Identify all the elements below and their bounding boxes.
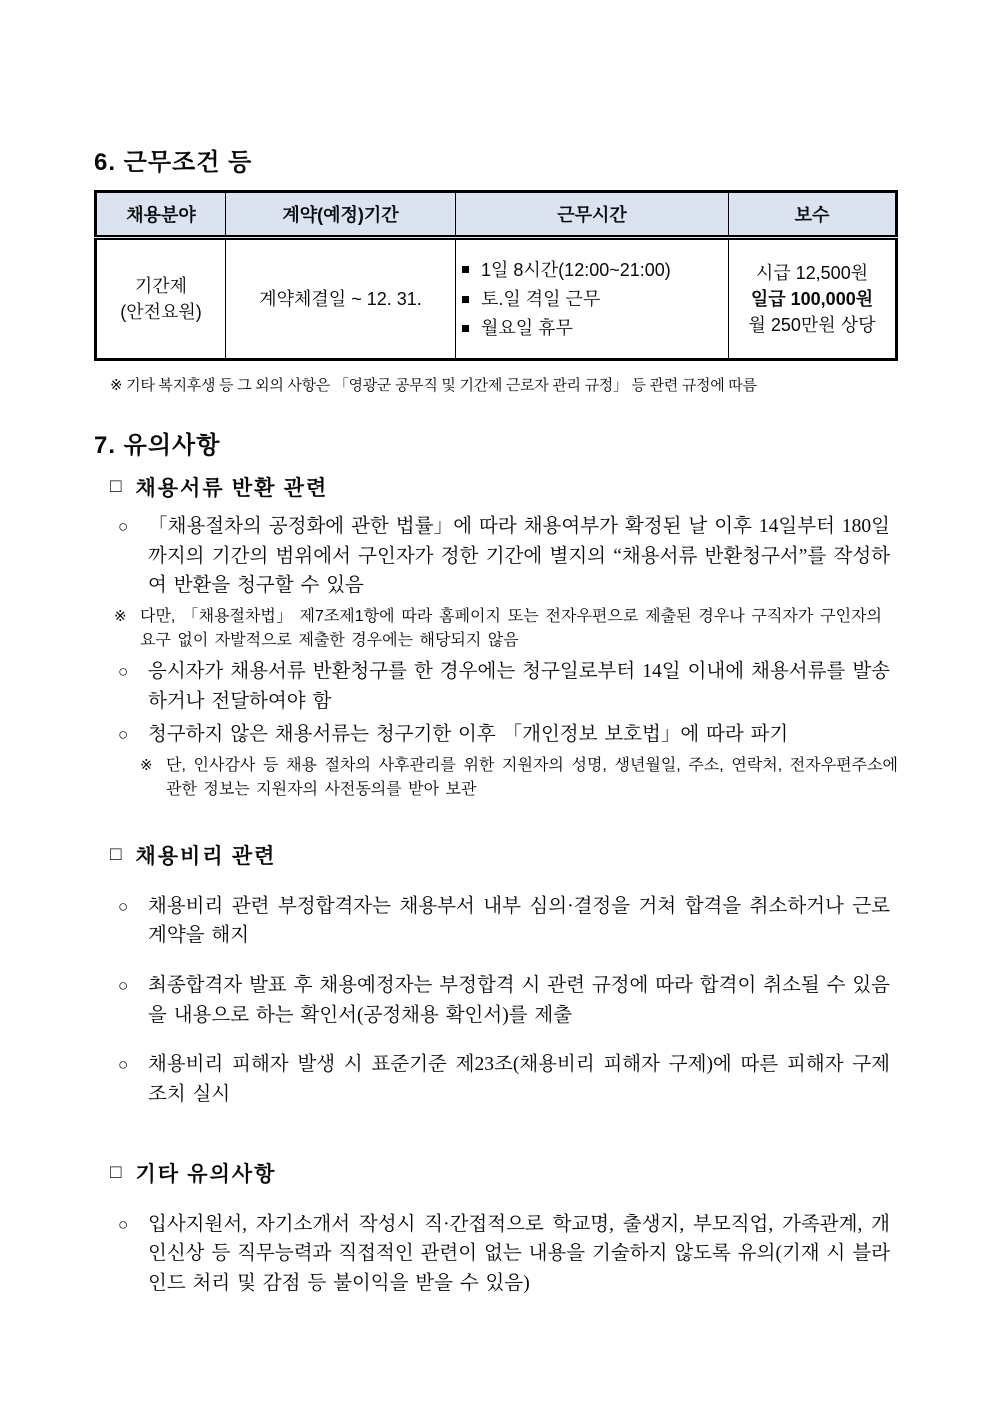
list-item [118,971,898,1030]
item-text: 단, 인사감사 등 채용 절차의 사후관리를 위한 지원자의 성명, 생년월일, 주소, 연락처, 전자우편주소에 관한 정보는 지원자의 사전동의를 받아 보관 [166,756,898,798]
subsection-hiring-fraud-heading [110,840,898,870]
list-item [118,892,898,951]
subsection-title: 채용비리 관련 [135,843,277,868]
item-text: 최종합격자 발표 후 채용예정자는 부정합격 시 관련 규정에 따라 합격이 취소될 수 있음을 내용으로 하는 확인서(공정채용 확인서)를 제출 [148,975,890,1026]
table-footnote: ※ 기타 복지후생 등 그 외의 사항은 「영광군 공무직 및 기간제 근로자 관리 규정」 등 관련 규정에 따름 [110,377,757,394]
hours-text: 토.일 격일 근무 [481,288,601,309]
subsection-other-notes-heading [110,1158,898,1188]
hours-text: 월요일 휴무 [481,318,573,339]
subsection-title: 기타 유의사항 [135,1161,277,1186]
table-header-row [96,192,897,238]
square-bullet-icon [462,296,469,303]
list-item [118,1210,898,1299]
col-header-hours: 근무시간 [456,192,729,238]
list-item-note [140,754,898,802]
circle-bullet-icon: ○ [118,1055,129,1075]
section7-title: 7. 유의사항 [94,432,221,459]
pay-hourly: 시급 12,500원 [755,262,869,283]
item-text: 응시자가 채용서류 반환청구를 한 경우에는 청구일로부터 14일 이내에 채용서류를 발송하거나 전달하여야 함 [148,660,890,712]
cell-field [96,238,226,360]
hours-line [462,315,722,341]
item-text: 채용비리 피해자 발생 시 표준기준 제23조(채용비리 피해자 구제)에 따른 피해자 구제 조치 실시 [148,1054,890,1105]
col-header-pay: 보수 [729,192,897,238]
pay-monthly: 월 250만원 상당 [748,315,876,336]
reference-mark-icon: ※ [140,756,153,774]
circle-bullet-icon: ○ [118,896,129,916]
list-item [118,512,898,601]
item-text: 「채용절차의 공정화에 관한 법률」에 따라 채용여부가 확정된 날 이후 14일부터 180일까지의 기간의 범위에서 구인자가 정한 기간에 별지의 “채용서류 반환청구서”를 작성하여 반환을 청구할 수 있음 [148,516,890,597]
circle-bullet-icon: ○ [118,725,129,745]
square-bullet-icon [462,266,469,273]
square-box-icon: □ [110,843,122,865]
spacer [94,1198,898,1210]
working-conditions-table [94,190,898,361]
subsection-title: 채용서류 반환 관련 [135,476,329,500]
section-gap [94,1130,898,1158]
subsection-return-docs-heading [110,472,898,502]
list-item [118,720,898,750]
circle-bullet-icon: ○ [118,517,129,536]
circle-bullet-icon: ○ [118,1214,129,1234]
square-box-icon: □ [110,476,122,497]
list-item-note [114,605,898,653]
field-line1: 기간제 [134,275,188,296]
list-item [118,657,898,716]
circle-bullet-icon: ○ [118,661,129,681]
item-text: 입사지원서, 자기소개서 작성시 직·간접적으로 학교명, 출생지, 부모직업, 가족관계, 개인신상 등 직무능력과 직접적인 관련이 없는 내용을 기술하지 않도록 유의(기재 시 블라인드 처리 및 감점 등 불이익을 받을 수 있음) [148,1213,890,1294]
cell-hours [456,238,729,360]
table-row [96,238,897,360]
pay-daily: 일급 100,000원 [750,288,874,309]
reference-mark-icon: ※ [114,607,127,625]
item-text: 채용비리 관련 부정합격자는 채용부서 내부 심의·결정을 거쳐 합격을 취소하거나 근로계약을 해지 [148,895,890,947]
hours-line [462,286,722,312]
col-header-field: 채용분야 [96,192,226,238]
cell-pay [729,238,897,360]
cell-period: 계약체결일 ~ 12. 31. [226,238,456,360]
square-box-icon: □ [110,1161,122,1183]
square-bullet-icon [462,325,469,332]
item-text: 청구하지 않은 채용서류는 청구기한 이후 「개인정보 보호법」에 따라 파기 [148,724,789,746]
col-header-period: 계약(예정)기간 [226,192,456,238]
hours-line [462,257,722,283]
section6-title: 6. 근무조건 등 [94,149,253,176]
spacer [94,880,898,892]
hours-text: 1일 8시간(12:00~21:00) [481,259,671,280]
section-gap [94,806,898,840]
item-text: 다만, 「채용절차법」 제7조제1항에 따라 홈페이지 또는 전자우편으로 제출된 경우나 구직자가 구인자의 요구 없이 자발적으로 제출한 경우에는 해당되지 않음 [140,607,882,649]
circle-bullet-icon: ○ [118,976,129,995]
field-line2: (안전요원) [120,302,202,322]
list-item [118,1050,898,1109]
